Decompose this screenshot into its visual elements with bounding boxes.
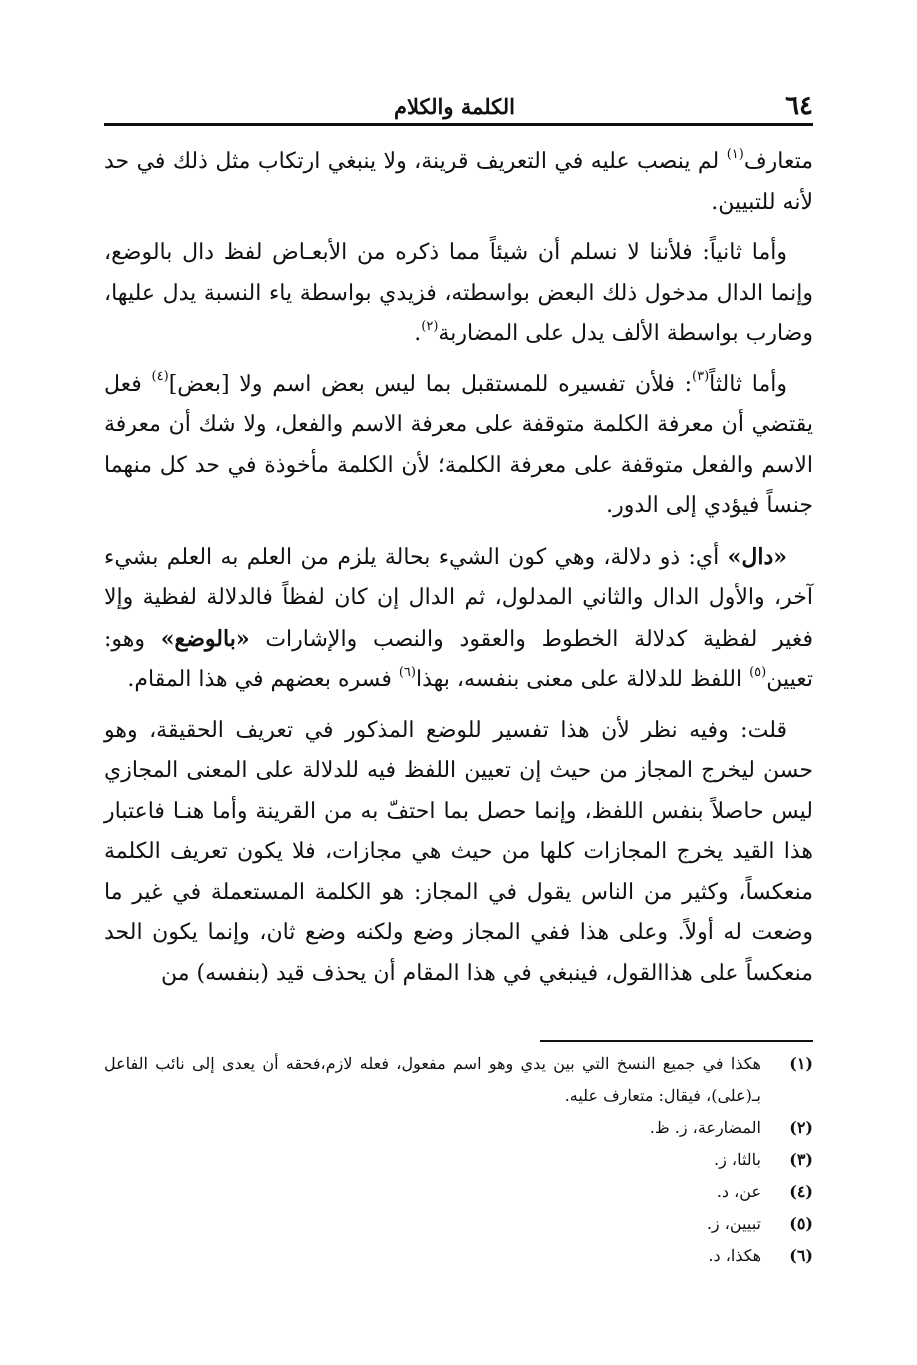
footnote-text: بالثا، ز. <box>714 1150 761 1169</box>
footnote <box>104 1112 813 1144</box>
footnote-text: المضارعة، ز. ظ. <box>649 1118 761 1137</box>
paragraph-text: . <box>414 321 422 346</box>
bold-term: «دال» <box>727 543 787 570</box>
paragraph-text: : فلأن تفسيره للمستقبل بما ليس بعض اسم ولا [بعض] <box>168 371 693 397</box>
footnote-number: (٤) <box>789 1182 813 1201</box>
running-title: الكلمة والكلام <box>394 94 515 119</box>
footnote-number: (١) <box>789 1054 813 1073</box>
footnote-text: تبيين، ز. <box>706 1214 761 1233</box>
footnote-text: هكذا في جميع النسخ التي بين يدي وهو اسم مفعول، فعله لازم،فحقه أن يعدى إلى نائب الفاعل بـ(على)، فيقال: متعارف عليه. <box>104 1054 761 1105</box>
footnote-text: هكذا، د. <box>708 1246 761 1265</box>
paragraph-1 <box>104 142 813 223</box>
footnote-number: (٦) <box>789 1246 813 1265</box>
footnotes <box>104 1048 813 1272</box>
footnote-ref: (٤) <box>151 369 169 385</box>
paragraph-text: لم ينصب عليه في التعريف قرينة، ولا ينبغي ارتكاب مثل ذلك في حد لأنه للتبيين. <box>104 149 813 215</box>
header-rule <box>104 123 813 126</box>
paragraph-text: وأما ثالثاً <box>709 371 787 397</box>
footnote-ref: (٣) <box>692 369 710 385</box>
bold-term: «بالوضع» <box>160 625 250 652</box>
paragraph-text: متعارف <box>743 149 813 174</box>
footnote-ref: (٢) <box>421 318 439 334</box>
page-header <box>104 82 813 122</box>
paragraph-text: اللفظ للدلالة على معنى بنفسه، بهذا <box>415 667 750 692</box>
footnote <box>104 1208 813 1240</box>
paragraph-4 <box>104 537 813 701</box>
footnote-ref: (٥) <box>749 664 767 680</box>
page-number: ٦٤ <box>785 91 813 121</box>
footnote <box>104 1240 813 1272</box>
paragraph-5 <box>104 711 813 995</box>
paragraph-2 <box>104 233 813 355</box>
footnote-ref: (٦) <box>398 664 416 680</box>
footnote-number: (٥) <box>789 1214 813 1233</box>
paragraph-text: فسره بعضهم في هذا المقام. <box>127 667 399 692</box>
footnote <box>104 1048 813 1112</box>
paragraph-text: وأما ثانياً: فلأننا لا نسلم أن شيئاً مما ذكره من الأبعـاض لفظ دال بالوضع، وإنما الدال مدخول ذلك البعض بواسطته، فزيدي بواسطة ياء النسبة يدل عليها، وضارب بواسطة الألف يدل على المضاربة <box>104 240 813 346</box>
footnote <box>104 1144 813 1176</box>
footnote-number: (٢) <box>789 1118 813 1137</box>
paragraph-text: أي: ذو دلالة، وهي كون الشيء بحالة يلزم من العلم به العلم بشيء آخر، والأول الدال والثاني المدلول، ثم الدال إن كان لفظاً فالدلالة لفظية وإلا فغير لفظية كدلالة الخطوط والعقود والنصب والإشارات <box>104 544 814 652</box>
footnote-rule <box>540 1040 813 1042</box>
paragraph-text: وهو: تعيين <box>104 626 813 692</box>
paragraph-3 <box>104 365 813 527</box>
footnote-ref: (١) <box>726 146 744 162</box>
footnote-number: (٣) <box>789 1150 813 1169</box>
paragraph-text: فعل يقتضي أن معرفة الكلمة متوقفة على معرفة الاسم والفعل، ولا شك أن معرفة الاسم والفعل متوقفة على معرفة الكلمة؛ لأن الكلمة مأخوذة في حد كل منهما جنساً فيؤدي إلى الدور. <box>104 371 813 518</box>
main-text <box>104 142 813 1004</box>
footnote-text: عن، د. <box>716 1182 761 1201</box>
paragraph-text: قلت: وفيه نظر لأن هذا تفسير للوضع المذكور في تعريف الحقيقة، وهو حسن ليخرج المجاز من حيث إن تعيين اللفظ فيه للدلالة على المعنى المجازي ليس حاصلاً بنفس اللفظ، وإنما حصل بما احتفّ به من القرينة وأما هنـا فاعتبار هذا القيد يخرج المجازات كلها من حيث هي مجازات، فلا يكون تعريف الكلمة منعكساً، وكثير من الناس يقول في المجاز: هو الكلمة المستعملة في غير ما وضعت له أولاً. وعلى هذا ففي المجاز وضع ولكنه وضع ثان، وإنما يكون الحد منعكساً على هذاالقول، فينبغي في هذا المقام أن يحذف قيد (بنفسه) من <box>104 717 813 986</box>
footnote <box>104 1176 813 1208</box>
